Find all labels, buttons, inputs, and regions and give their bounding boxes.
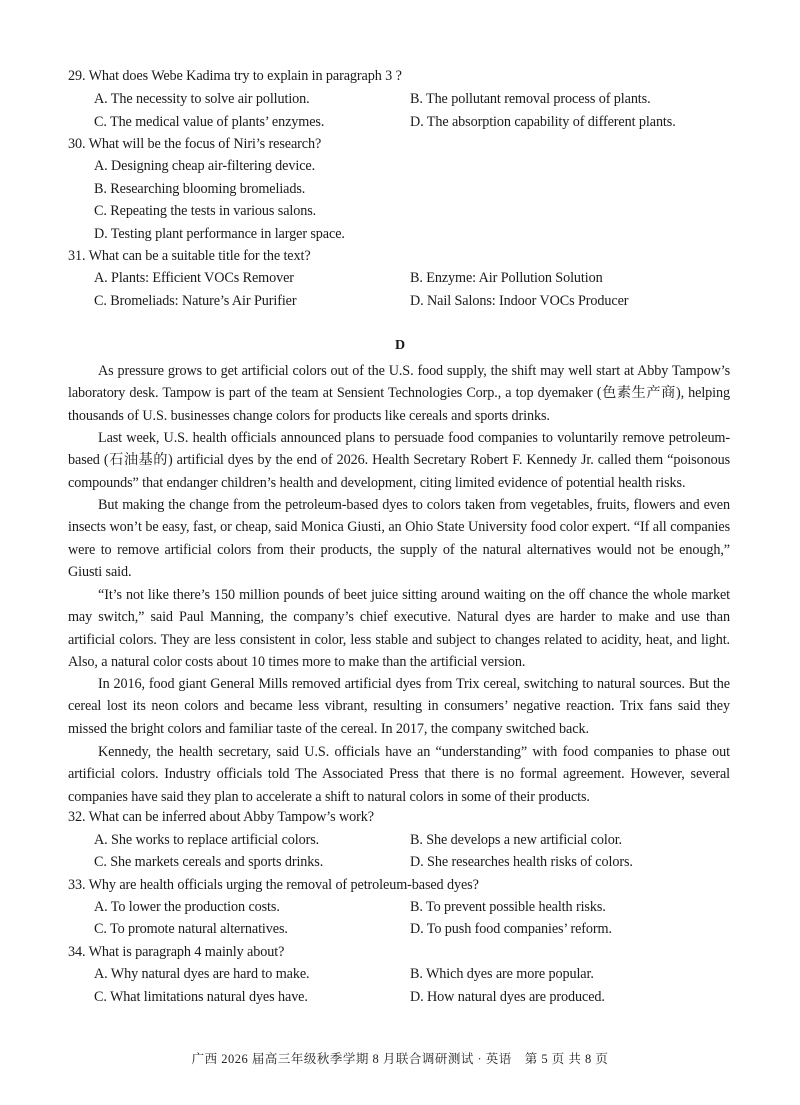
section-heading: D [394, 338, 406, 353]
passage-paragraph-1: As pressure grows to get artificial colors out of the U.S. food supply, the shift may well start at Abby Tampow’s laboratory desk. Tampow is part of the team at Sensient Technologies Corp., a top dyemaker (色素生产商), helping thousands of U.S. businesses change colors for products like cereals and sports drinks. [68, 363, 730, 424]
option-30-a: A. Designing cheap air-filtering device. [94, 158, 316, 174]
passage-paragraph-6: Kennedy, the health secretary, said U.S. officials have an “understanding” with food companies to phase out artificial colors. Industry officials told The Associated Press that there is no formal agreement. However, several companies have said they plan to accelerate a shift to natural colors in some of their products. [68, 744, 730, 805]
option-32-d: D. She researches health risks of colors. [410, 854, 633, 870]
option-30-d: D. Testing plant performance in larger space. [94, 226, 345, 242]
passage-paragraph-4: “It’s not like there’s 150 million pounds of beet juice sitting around waiting on the off chance the whole market may switch,” said Paul Manning, the company’s chief executive. Natural dyes are harder to make and use than artificial colors. They are less consistent in color, less stable and subject to changes related to acidity, heat, and light. Also, a natural color costs about 10 times more to make than the artificial version. [68, 587, 730, 671]
option-29-b: B. The pollutant removal process of plants. [410, 91, 651, 107]
option-33-d: D. To push food companies’ reform. [410, 921, 612, 937]
option-33-b: B. To prevent possible health risks. [410, 899, 606, 915]
passage-paragraph-3: But making the change from the petroleum-based dyes to colors taken from vegetables, fruits, flowers and even insects won’t be easy, fast, or cheap, said Monica Giusti, an Ohio State University food color expert. “If all companies were to remove artificial colors from their products, the supply of the natural alternatives would not be enough,” Giusti said. [68, 497, 730, 581]
option-31-c: C. Bromeliads: Nature’s Air Purifier [94, 293, 297, 309]
option-33-a: A. To lower the production costs. [94, 899, 280, 915]
question-32: 32. What can be inferred about Abby Tampow’s work? [68, 809, 374, 825]
option-32-c: C. She markets cereals and sports drinks. [94, 854, 324, 870]
question-30: 30. What will be the focus of Niri’s research? [68, 136, 322, 152]
option-32-a: A. She works to replace artificial colors. [94, 832, 320, 848]
option-31-b: B. Enzyme: Air Pollution Solution [410, 270, 603, 286]
option-30-c: C. Repeating the tests in various salons. [94, 203, 317, 219]
question-33: 33. Why are health officials urging the removal of petroleum-based dyes? [68, 877, 479, 893]
option-34-c: C. What limitations natural dyes have. [94, 989, 308, 1005]
option-31-d: D. Nail Salons: Indoor VOCs Producer [410, 293, 629, 309]
option-33-c: C. To promote natural alternatives. [94, 921, 288, 937]
option-29-c: C. The medical value of plants’ enzymes. [94, 114, 325, 130]
question-31: 31. What can be a suitable title for the text? [68, 248, 311, 264]
option-34-a: A. Why natural dyes are hard to make. [94, 966, 310, 982]
question-34: 34. What is paragraph 4 mainly about? [68, 944, 285, 960]
option-34-d: D. How natural dyes are produced. [410, 989, 605, 1005]
page-footer: 广西 2026 届高三年级秋季学期 8 月联合调研测试 · 英语 第 5 页 共 8 页 [191, 1052, 609, 1066]
option-31-a: A. Plants: Efficient VOCs Remover [94, 270, 294, 286]
passage-paragraph-5: In 2016, food giant General Mills removed artificial dyes from Trix cereal, switching to natural sources. But the cereal lost its neon colors and became less vibrant, resulting in consumers’ negative reaction. Trix fans said they missed the bright colors and familiar taste of the cereal. In 2017, the company switched back. [68, 676, 730, 737]
option-32-b: B. She develops a new artificial color. [410, 832, 623, 848]
option-29-a: A. The necessity to solve air pollution. [94, 91, 310, 107]
option-30-b: B. Researching blooming bromeliads. [94, 181, 306, 197]
question-29: 29. What does Webe Kadima try to explain in paragraph 3 ? [68, 68, 402, 84]
passage-paragraph-2: Last week, U.S. health officials announced plans to persuade food companies to voluntarily remove petroleum-based (石油基的) artificial dyes by the end of 2026. Health Secretary Robert F. Kennedy Jr. called them “poisonous compounds” that endanger children’s health and development, citing limited evidence of potential health risks. [68, 430, 730, 491]
option-34-b: B. Which dyes are more popular. [410, 966, 594, 982]
option-29-d: D. The absorption capability of different plants. [410, 114, 676, 130]
